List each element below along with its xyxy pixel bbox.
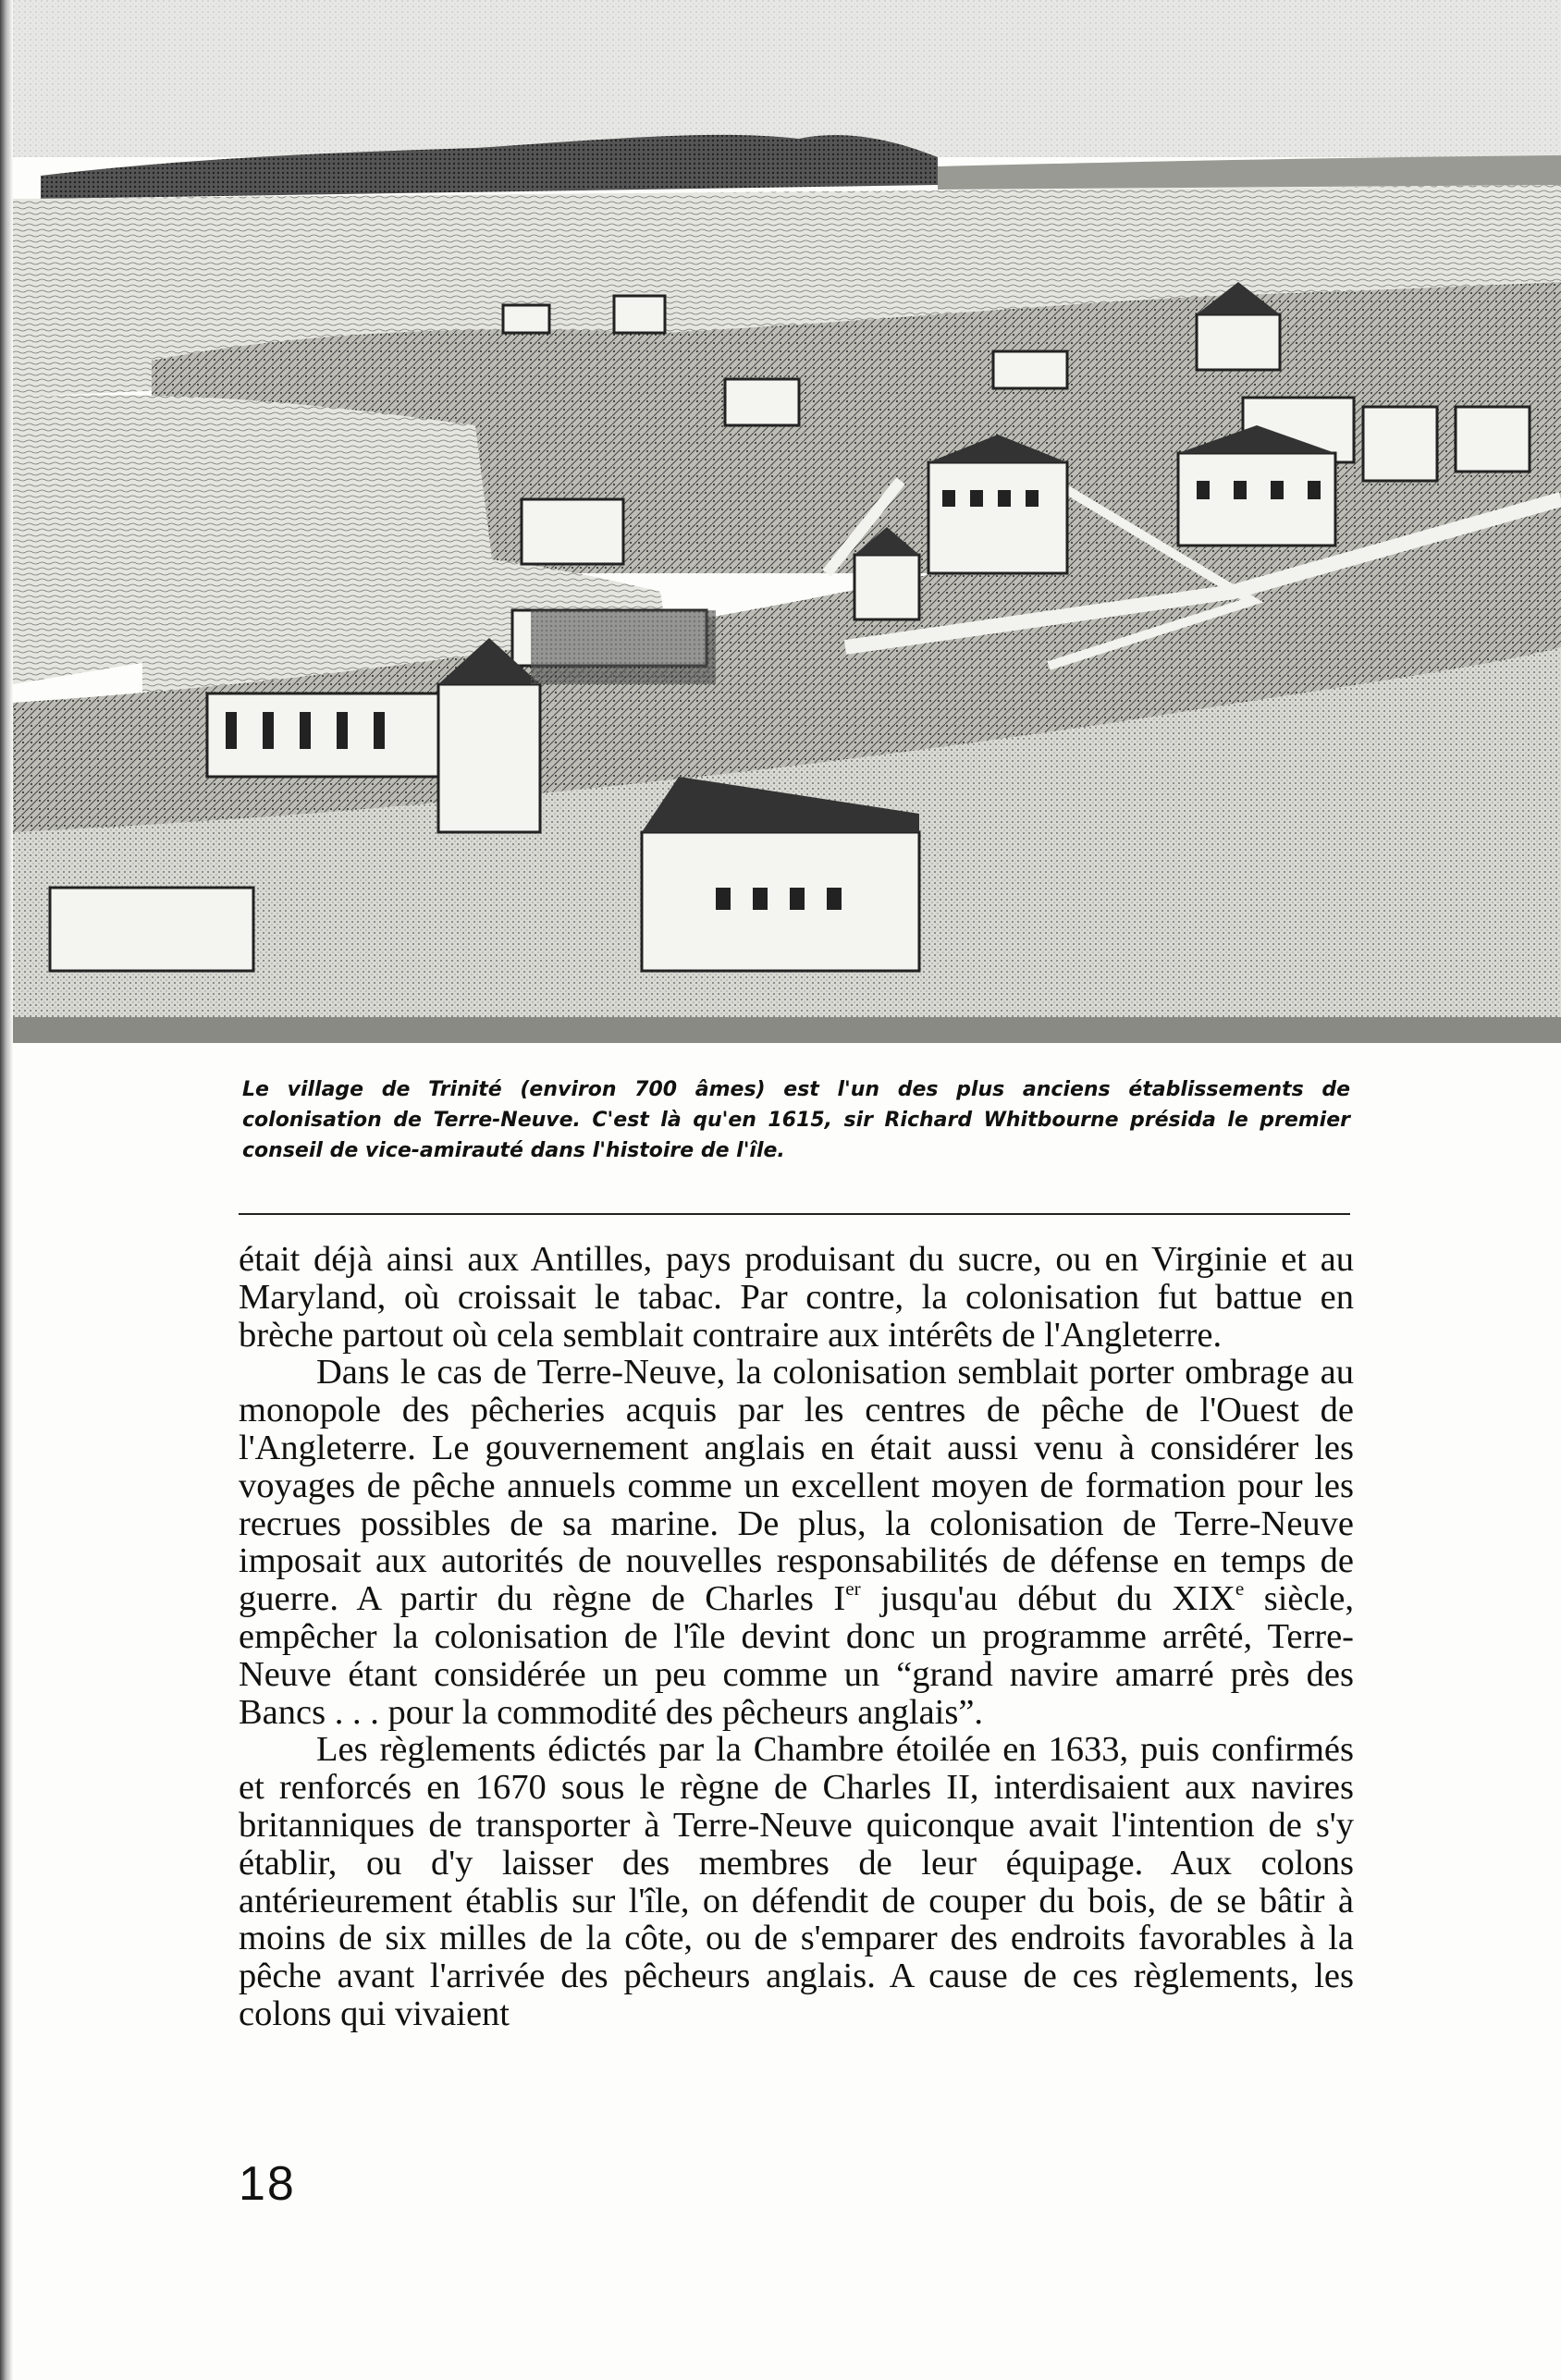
paragraph-2-text-c: siècle, empêcher la colonisation de l'île devint donc un programme arrêté, Terre-Neuve étant considérée un peu comme un “grand navire amarré près des Bancs . . . pour la commodité des pêcheurs anglais”.: [239, 1579, 1354, 1732]
photo-caption: Le village de Trinité (environ 700 âmes) est l'un des plus anciens établissements de colonisation de Terre-Neuve. C'est là qu'en 1615, sir Richard Whitbourne présida le premier conseil de vice-amirauté dans l'histoire de l'île.: [242, 1078, 1350, 1162]
article-body: [239, 1241, 1354, 2033]
paragraph-2-text-b: jusqu'au début du XIX: [860, 1579, 1235, 1619]
village-photo-drawing: [13, 0, 1561, 1043]
page-number: 18: [239, 2157, 296, 2211]
superscript-er: er: [845, 1577, 861, 1601]
page-binding-edge: [0, 0, 13, 2380]
paragraph-2: [239, 1354, 1354, 1731]
caption-divider: [239, 1213, 1350, 1215]
superscript-e: e: [1235, 1577, 1245, 1601]
paragraph-3: Les règlements édictés par la Chambre étoilée en 1633, puis confirmés et renforcés en 1670 sous le règne de Charles II, interdisaient aux navires britanniques de transporter à Terre-Neuve quiconque avait l'intention de s'y établir, ou d'y laisser des membres de leur équipage. Aux colons antérieurement établis sur l'île, on défendit de couper du bois, de se bâtir à moins de six milles de la côte, ou de s'emparer des endroits favorables à la pêche avant l'arrivée des pêcheurs anglais. A cause de ces règlements, les colons qui vivaient: [239, 1730, 1354, 2033]
paragraph-1: était déjà ainsi aux Antilles, pays produisant du sucre, ou en Virginie et au Maryland, où croissait le tabac. Par contre, la colonisation fut battue en brèche partout où cela semblait contraire aux intérêts de l'Angleterre.: [239, 1240, 1354, 1355]
village-photo: [13, 0, 1561, 1043]
paragraph-2-text-a: Dans le cas de Terre-Neuve, la colonisation semblait porter ombrage au monopole des pêcheries acquis par les centres de pêche de l'Ouest de l'Angleterre. Le gouvernement anglais en était aussi venu à considérer les voyages de pêche annuels comme un excellent moyen de formation pour les recrues possibles de sa marine. De plus, la colonisation de Terre-Neuve imposait aux autorités de nouvelles responsabilités de défense en temps de guerre. A partir du règne de Charles I: [239, 1353, 1354, 1619]
